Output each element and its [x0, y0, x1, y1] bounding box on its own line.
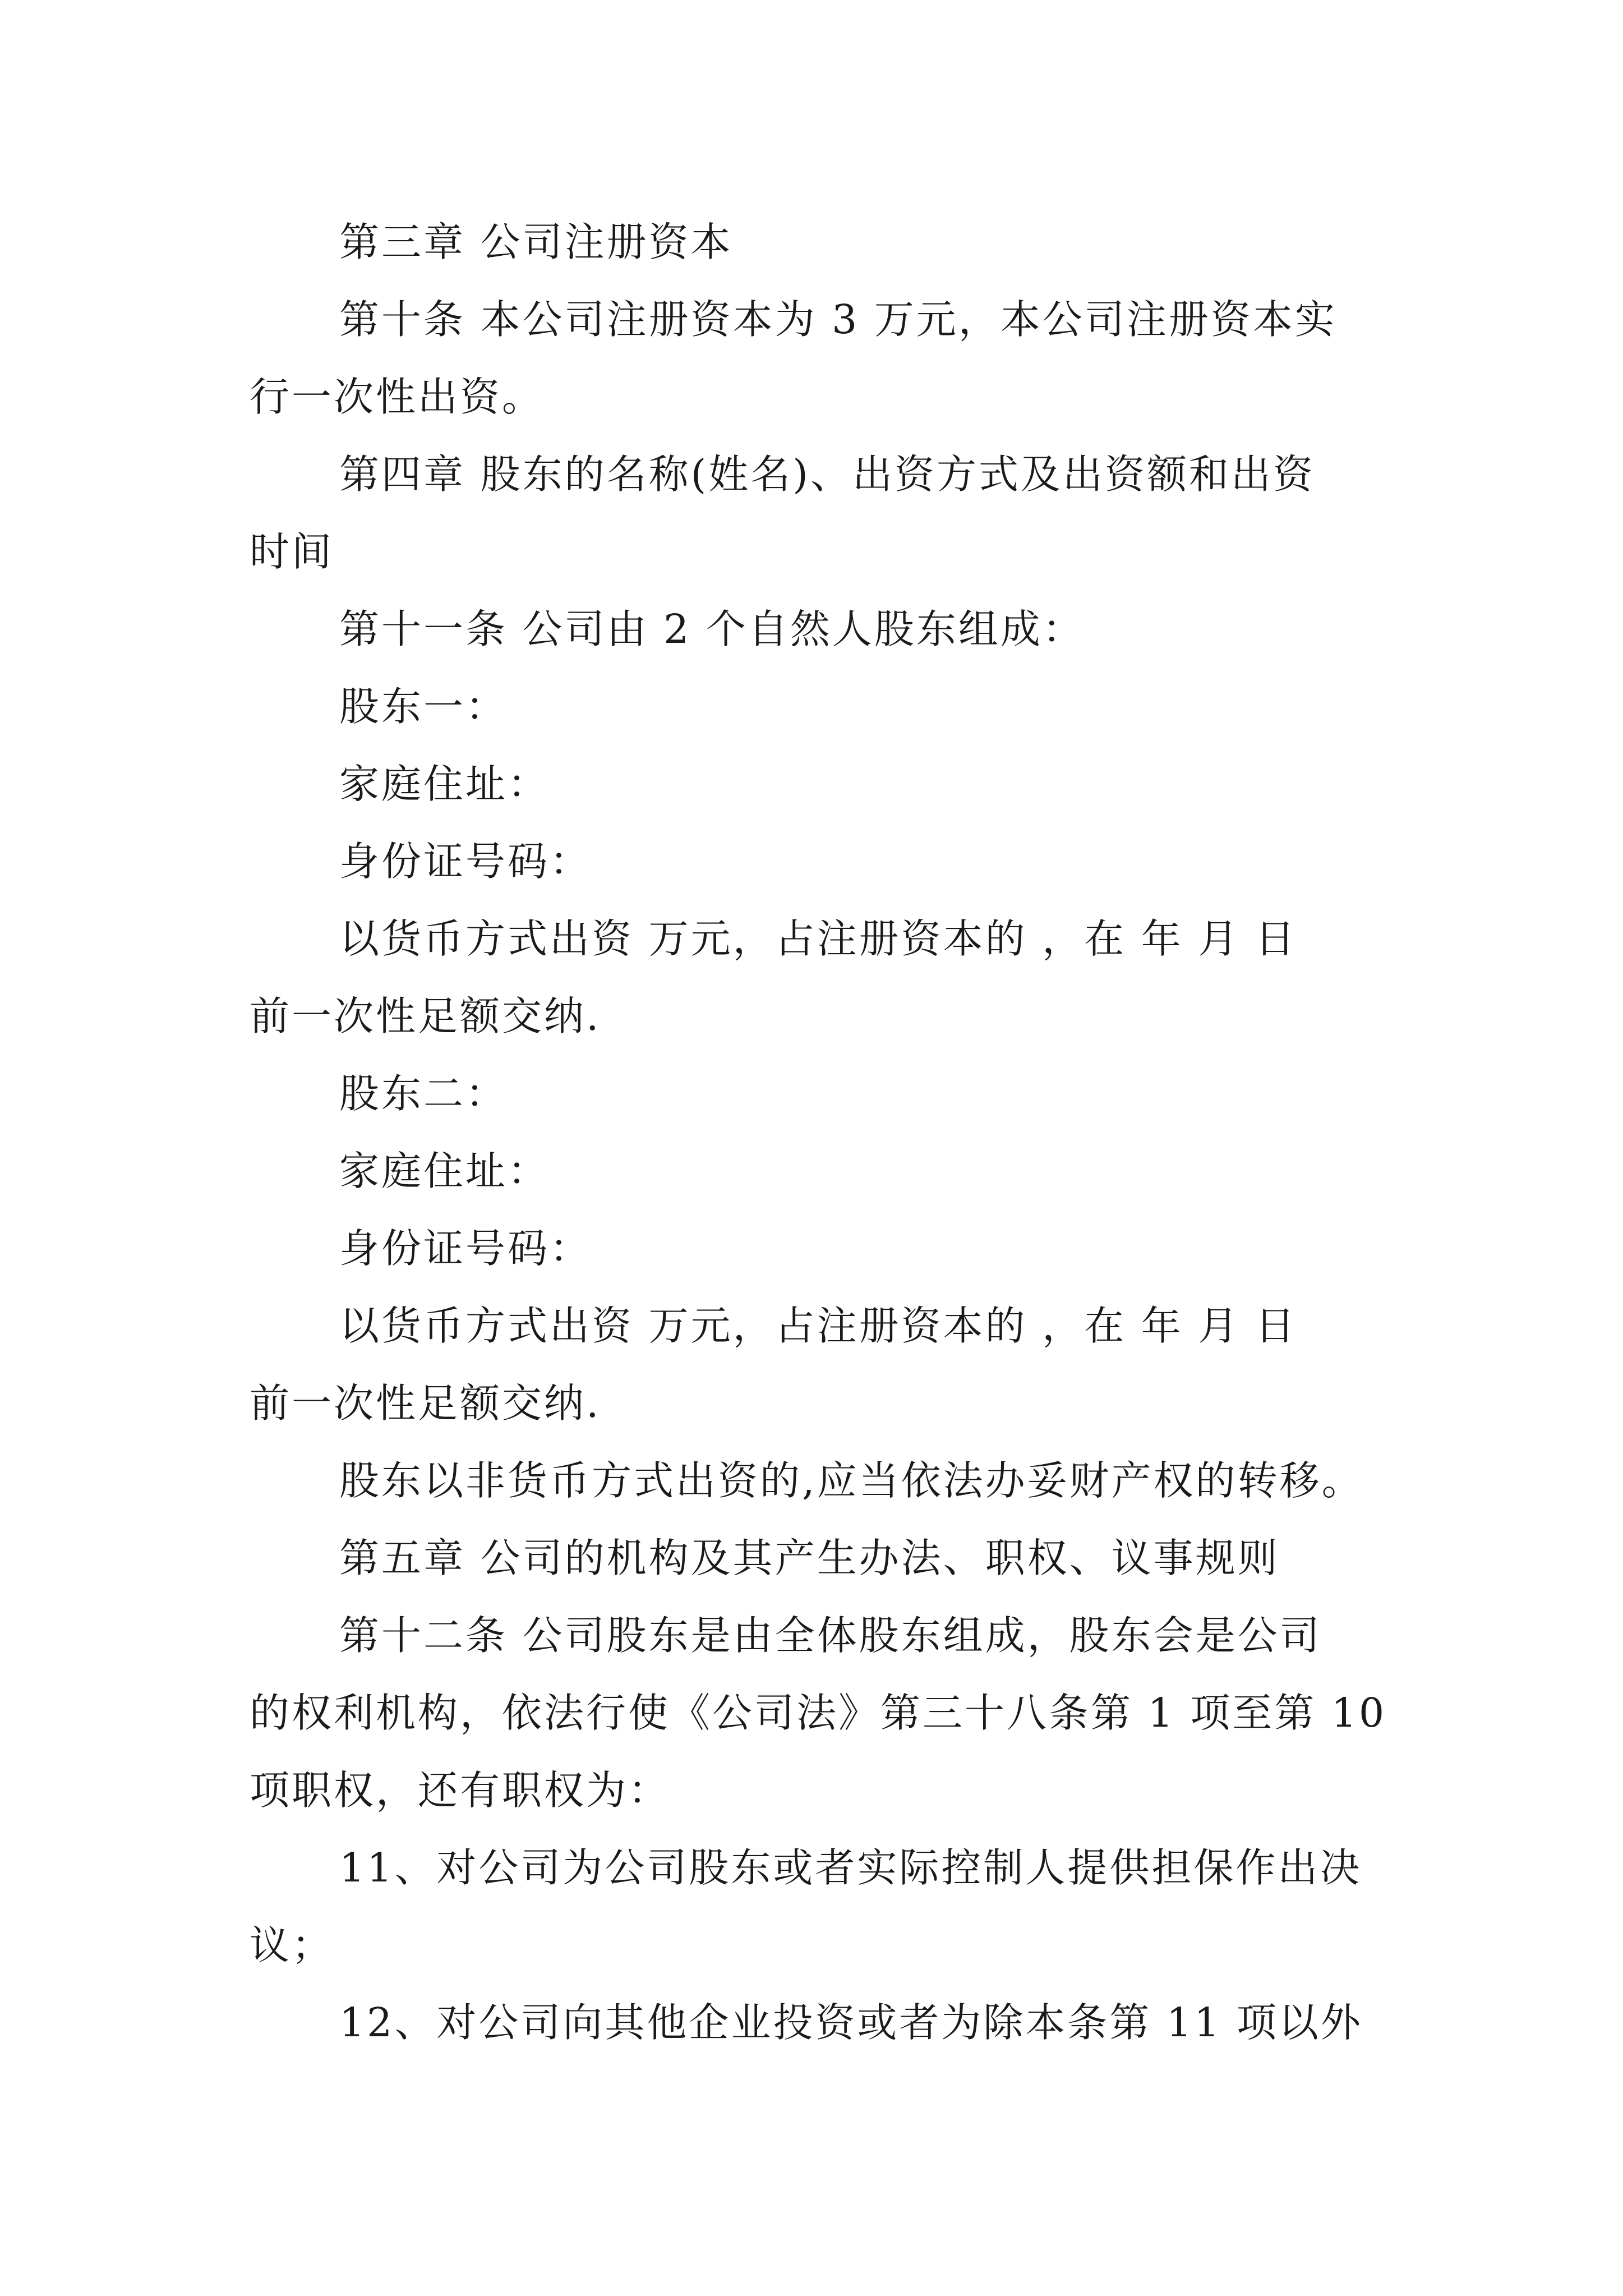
article-11-line: 第十一条 公司由 2 个自然人股东组成：: [339, 606, 1085, 652]
article-12-line-1: 第十二条 公司股东是由全体股东组成，股东会是公司: [339, 1612, 1322, 1659]
shareholder-2-label: 股东二：: [339, 1070, 508, 1117]
shareholder-2-address: 家庭住址：: [339, 1148, 550, 1194]
shareholder-1-contribution-line-2: 前一次性足额交纳.: [250, 993, 601, 1039]
chapter-4-heading-line-2: 时间: [250, 528, 334, 575]
chapter-4-heading-line-1: 第四章 股东的名称(姓名)、出资方式及出资额和出资: [339, 451, 1315, 498]
article-10-line-2: 行一次性出资。: [250, 374, 545, 420]
article-12-line-3: 项职权，还有职权为：: [250, 1767, 671, 1814]
shareholder-1-contribution-line-1: 以货币方式出资 万元，占注册资本的 ，在 年 月 日: [339, 915, 1297, 962]
article-12-line-2: 的权利机构，依法行使《公司法》第三十八条第 1 项至第 10: [250, 1690, 1387, 1736]
shareholder-1-address: 家庭住址：: [339, 761, 550, 807]
shareholder-1-id: 身份证号码：: [339, 838, 592, 885]
chapter-3-heading: 第三章 公司注册资本: [339, 219, 733, 265]
shareholder-2-contribution-line-1: 以货币方式出资 万元，占注册资本的 ，在 年 月 日: [339, 1303, 1297, 1349]
item-11-line-1: 11、对公司为公司股东或者实际控制人提供担保作出决: [339, 1844, 1362, 1891]
non-monetary-contribution-line: 股东以非货币方式出资的,应当依法办妥财产权的转移。: [339, 1457, 1364, 1504]
item-12-line-1: 12、对公司向其他企业投资或者为除本条第 11 项以外: [339, 1999, 1363, 2046]
item-11-line-2: 议；: [250, 1922, 334, 1968]
article-10-line-1: 第十条 本公司注册资本为 3 万元，本公司注册资本实: [339, 296, 1337, 343]
shareholder-2-contribution-line-2: 前一次性足额交纳.: [250, 1380, 601, 1427]
shareholder-1-label: 股东一：: [339, 683, 508, 730]
shareholder-2-id: 身份证号码：: [339, 1225, 592, 1272]
chapter-5-heading: 第五章 公司的机构及其产生办法、职权、议事规则: [339, 1535, 1280, 1581]
